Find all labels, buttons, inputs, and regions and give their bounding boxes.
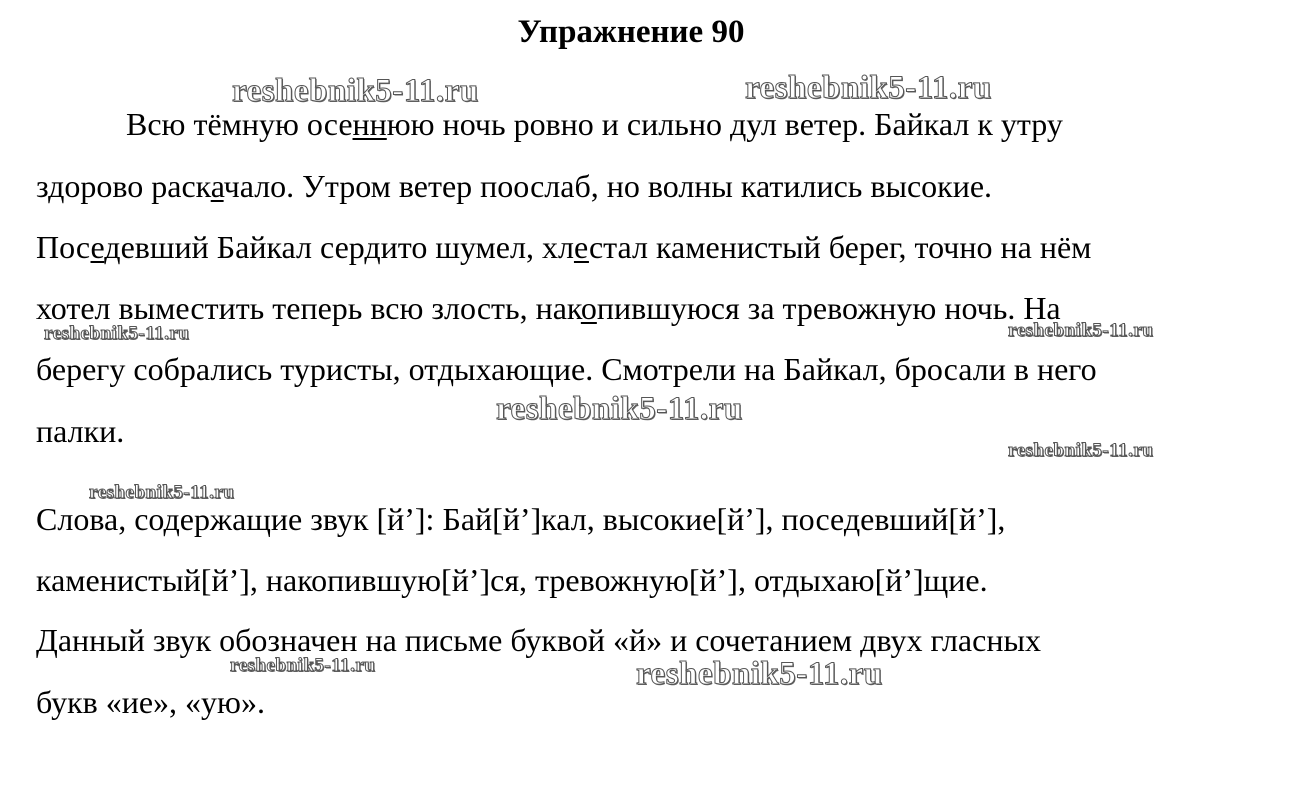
answer-line-4: букв «ие», «ую». bbox=[36, 684, 265, 720]
underlined-letters: о bbox=[580, 290, 597, 326]
underlined-letters: е bbox=[573, 229, 589, 265]
watermark: reshebnik5-11.ru bbox=[1008, 440, 1154, 461]
exercise-title: Упражнение 90 bbox=[517, 14, 745, 50]
answer-line-1: Слова, содержащие звук [й’]: Бай[й’]кал, высокие[й’], поседевший[й’], bbox=[36, 501, 1006, 537]
watermark: reshebnik5-11.ru bbox=[496, 391, 743, 427]
text-fragment: здорово раск bbox=[36, 168, 211, 204]
watermark: reshebnik5-11.ru bbox=[44, 323, 190, 344]
text-line-2 bbox=[36, 166, 992, 206]
watermark: reshebnik5-11.ru bbox=[636, 656, 883, 692]
text-fragment: чало. Утром ветер поослаб, но волны катились высокие. bbox=[223, 168, 993, 204]
text-line-1 bbox=[126, 104, 1063, 144]
text-fragment: хотел выместить теперь всю злость, нак bbox=[36, 290, 581, 326]
text-fragment: Пос bbox=[36, 229, 91, 265]
text-fragment: пившуюся за тревожную ночь. На bbox=[596, 290, 1061, 326]
text-line-6: палки. bbox=[36, 413, 125, 449]
text-fragment: юю ночь ровно и сильно дул ветер. Байкал к утру bbox=[386, 106, 1063, 142]
underlined-letters: а bbox=[210, 168, 224, 204]
text-fragment: стал каменистый берег, точно на нём bbox=[588, 229, 1092, 265]
answer-line-2: каменистый[й’], накопившую[й’]ся, тревожную[й’], отдыхаю[й’]щие. bbox=[36, 562, 988, 598]
text-line-5: берегу собрались туристы, отдыхающие. Смотрели на Байкал, бросали в него bbox=[36, 351, 1097, 387]
answer-line-3: Данный звук обозначен на письме буквой «й» и сочетанием двух гласных bbox=[36, 622, 1041, 658]
text-line-4 bbox=[36, 288, 1061, 328]
underlined-letters: нн bbox=[352, 106, 387, 142]
watermark: reshebnik5-11.ru bbox=[232, 73, 479, 109]
watermark: reshebnik5-11.ru bbox=[1008, 320, 1154, 341]
text-fragment: Всю тёмную осе bbox=[126, 106, 353, 142]
underlined-letters: е bbox=[90, 229, 105, 265]
watermark: reshebnik5-11.ru bbox=[89, 482, 235, 503]
watermark: reshebnik5-11.ru bbox=[230, 655, 376, 676]
text-fragment: девший Байкал сердито шумел, хл bbox=[104, 229, 574, 265]
text-line-3 bbox=[36, 227, 1091, 267]
watermark: reshebnik5-11.ru bbox=[745, 70, 992, 106]
